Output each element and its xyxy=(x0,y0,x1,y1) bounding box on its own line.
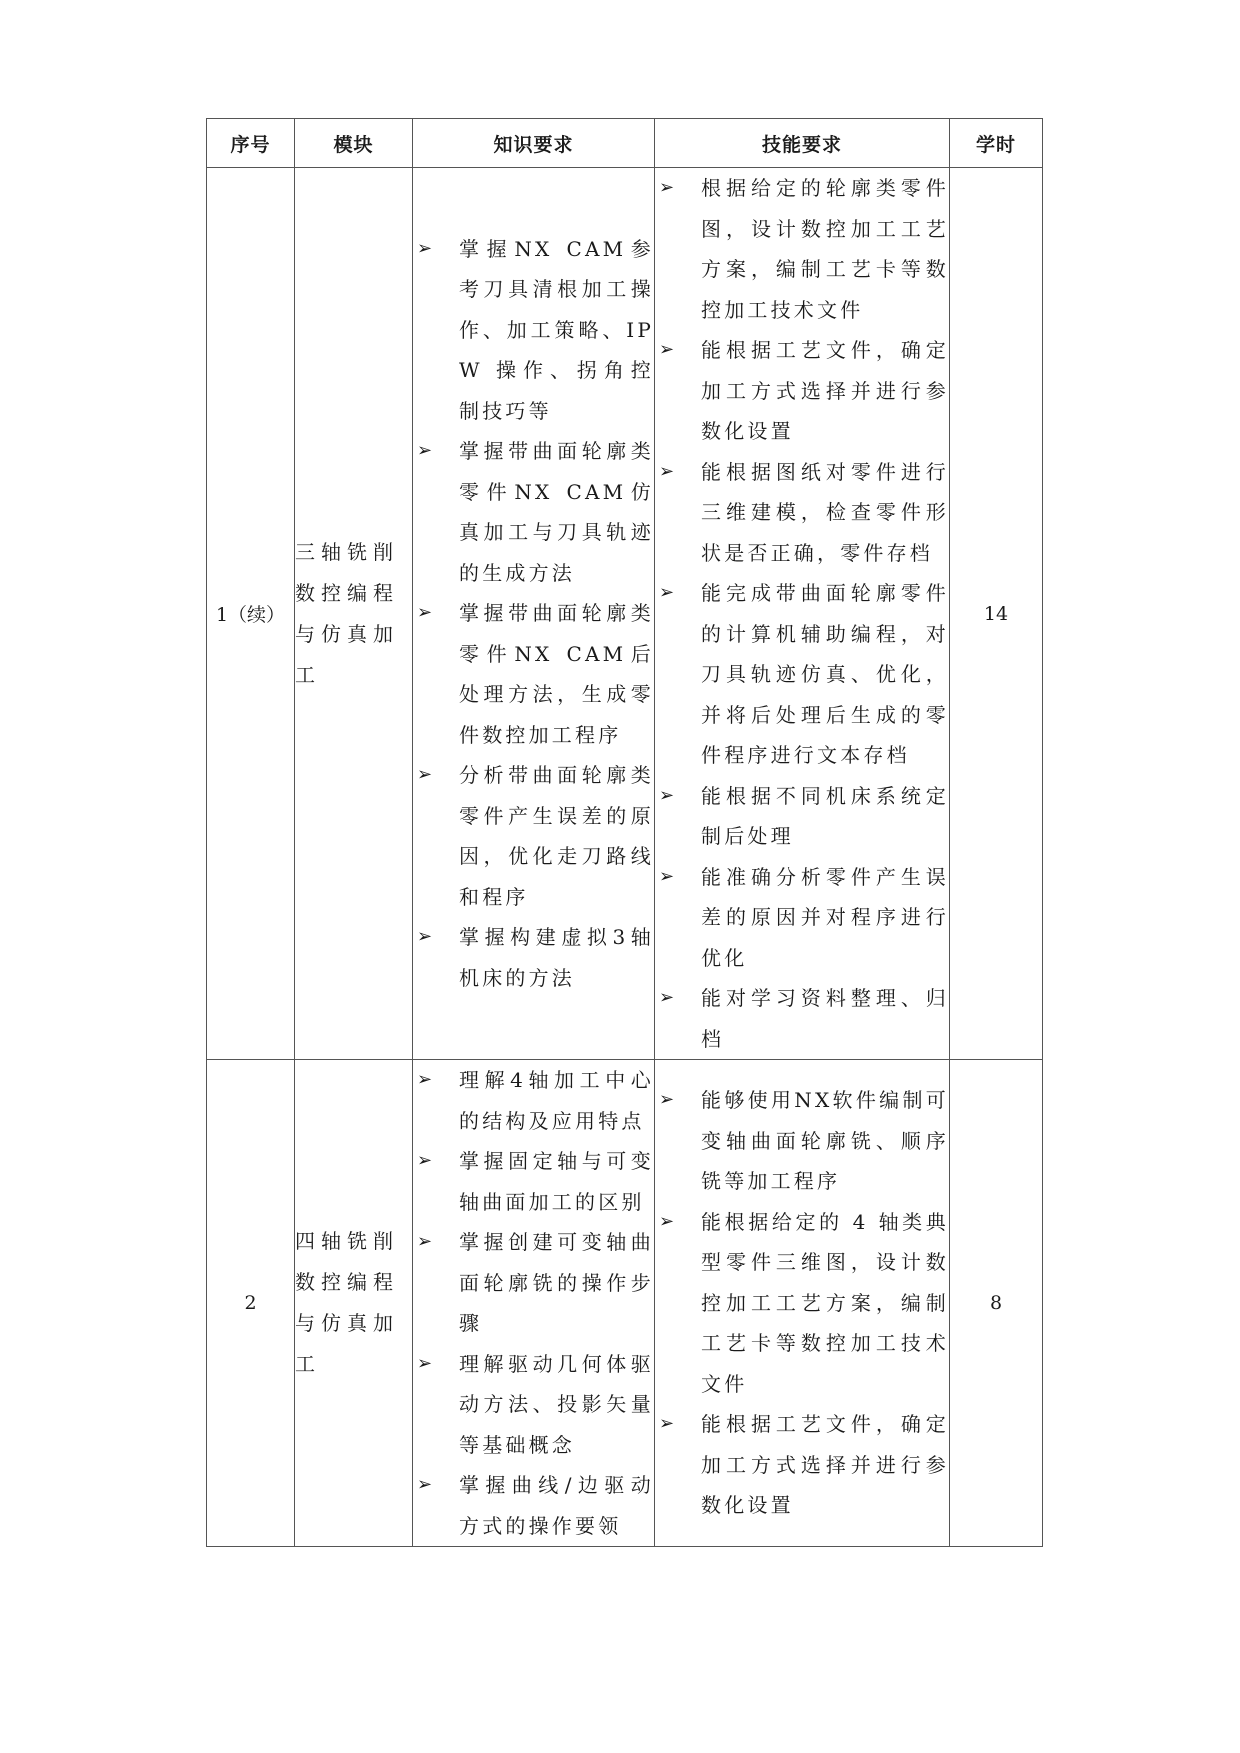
arrow-bullet-icon: ➢ xyxy=(659,1210,675,1232)
header-row xyxy=(207,119,1043,168)
list-item-text: 掌握创建可变轴曲面轮廓铣的操作步骤 xyxy=(459,1230,654,1335)
list-item xyxy=(655,168,949,330)
list-item-text: 掌握带曲面轮廓类零件NX CAM仿真加工与刀具轨迹的生成方法 xyxy=(459,439,654,585)
list-item xyxy=(413,593,654,755)
list-item xyxy=(655,978,949,1059)
knowledge-list xyxy=(413,229,654,999)
list-item xyxy=(655,330,949,452)
arrow-bullet-icon: ➢ xyxy=(417,926,433,948)
list-item-text: 理解4轴加工中心的结构及应用特点 xyxy=(459,1068,654,1133)
list-item-text: 能根据工艺文件，确定加工方式选择并进行参数化设置 xyxy=(701,338,949,443)
list-item xyxy=(655,1080,949,1202)
list-item xyxy=(655,1404,949,1526)
skills-cell xyxy=(655,1060,950,1547)
arrow-bullet-icon: ➢ xyxy=(417,1231,433,1252)
list-item xyxy=(655,573,949,776)
list-item xyxy=(655,452,949,574)
arrow-bullet-icon: ➢ xyxy=(417,1150,433,1171)
list-item xyxy=(413,917,654,998)
arrow-bullet-icon: ➢ xyxy=(659,582,675,603)
list-item xyxy=(413,1141,654,1222)
list-item-text: 掌握构建虚拟3轴机床的方法 xyxy=(459,925,654,990)
list-item-text: 能根据工艺文件，确定加工方式选择并进行参数化设置 xyxy=(701,1412,949,1518)
arrow-bullet-icon: ➢ xyxy=(417,237,433,259)
list-item-text: 理解驱动几何体驱动方法、投影矢量等基础概念 xyxy=(459,1351,654,1457)
list-item-text: 能根据图纸对零件进行三维建模，检查零件形状是否正确，零件存档 xyxy=(701,459,949,565)
list-item xyxy=(413,1060,654,1141)
module-name: 三轴铣削数控编程与仿真加工 xyxy=(295,539,399,687)
list-item xyxy=(655,857,949,979)
row-index: 1（续） xyxy=(207,168,295,1060)
list-item-text: 根据给定的轮廓类零件图，设计数控加工工艺方案，编制工艺卡等数控加工技术文件 xyxy=(701,176,949,322)
header-knowledge: 知识要求 xyxy=(413,119,655,168)
list-item-text: 能根据不同机床系统定制后处理 xyxy=(701,783,949,848)
header-module: 模块 xyxy=(295,119,413,168)
arrow-bullet-icon: ➢ xyxy=(659,1413,675,1435)
arrow-bullet-icon: ➢ xyxy=(417,1352,433,1374)
arrow-bullet-icon: ➢ xyxy=(417,1474,433,1495)
list-item xyxy=(413,1222,654,1344)
arrow-bullet-icon: ➢ xyxy=(659,177,675,198)
arrow-bullet-icon: ➢ xyxy=(659,339,675,360)
list-item xyxy=(413,229,654,432)
arrow-bullet-icon: ➢ xyxy=(417,602,433,624)
list-item-text: 掌握NX CAM参考刀具清根加工操作、加工策略、IPW 操作、拐角控制技巧等 xyxy=(459,236,654,423)
list-item-text: 能够使用NX软件编制可变轴曲面轮廓铣、顺序铣等加工程序 xyxy=(701,1088,949,1194)
list-item xyxy=(413,431,654,593)
header-index: 序号 xyxy=(207,119,295,168)
list-item-text: 掌握带曲面轮廓类零件NX CAM后处理方法，生成零件数控加工程序 xyxy=(459,601,654,747)
list-item xyxy=(413,1344,654,1466)
table-row xyxy=(207,1060,1043,1547)
arrow-bullet-icon: ➢ xyxy=(659,987,675,1008)
list-item xyxy=(413,1465,654,1546)
arrow-bullet-icon: ➢ xyxy=(417,440,433,462)
row-hours: 8 xyxy=(950,1060,1043,1547)
row-module xyxy=(295,168,413,1060)
knowledge-cell xyxy=(413,1060,655,1547)
skills-cell xyxy=(655,168,950,1060)
knowledge-cell xyxy=(413,168,655,1060)
arrow-bullet-icon: ➢ xyxy=(659,865,675,887)
list-item-text: 能准确分析零件产生误差的原因并对程序进行优化 xyxy=(701,864,949,970)
arrow-bullet-icon: ➢ xyxy=(417,1069,433,1090)
curriculum-table xyxy=(206,118,1043,1547)
list-item-text: 能对学习资料整理、归档 xyxy=(701,986,949,1051)
arrow-bullet-icon: ➢ xyxy=(659,460,675,482)
module-name: 四轴铣削数控编程与仿真加工 xyxy=(295,1229,399,1376)
arrow-bullet-icon: ➢ xyxy=(659,784,675,806)
list-item-text: 掌握曲线/边驱动方式的操作要领 xyxy=(459,1473,654,1538)
list-item xyxy=(655,776,949,857)
table-row xyxy=(207,168,1043,1060)
header-hours: 学时 xyxy=(950,119,1043,168)
skills-list xyxy=(655,1080,949,1526)
list-item-text: 掌握固定轴与可变轴曲面加工的区别 xyxy=(459,1149,654,1214)
list-item-text: 能根据给定的 4 轴类典型零件三维图，设计数控加工工艺方案，编制工艺卡等数控加工技术文件 xyxy=(701,1209,949,1396)
row-hours: 14 xyxy=(950,168,1043,1060)
list-item xyxy=(655,1202,949,1405)
row-module xyxy=(295,1060,413,1547)
arrow-bullet-icon: ➢ xyxy=(659,1089,675,1111)
arrow-bullet-icon: ➢ xyxy=(417,764,433,786)
list-item-text: 能完成带曲面轮廓零件的计算机辅助编程，对刀具轨迹仿真、优化，并将后处理后生成的零件程序进行文本存档 xyxy=(701,581,949,767)
list-item-text: 分析带曲面轮廓类零件产生误差的原因，优化走刀路线和程序 xyxy=(459,763,654,909)
knowledge-list xyxy=(413,1060,654,1546)
skills-list xyxy=(655,168,949,1059)
header-skills: 技能要求 xyxy=(655,119,950,168)
row-index: 2 xyxy=(207,1060,295,1547)
list-item xyxy=(413,755,654,917)
